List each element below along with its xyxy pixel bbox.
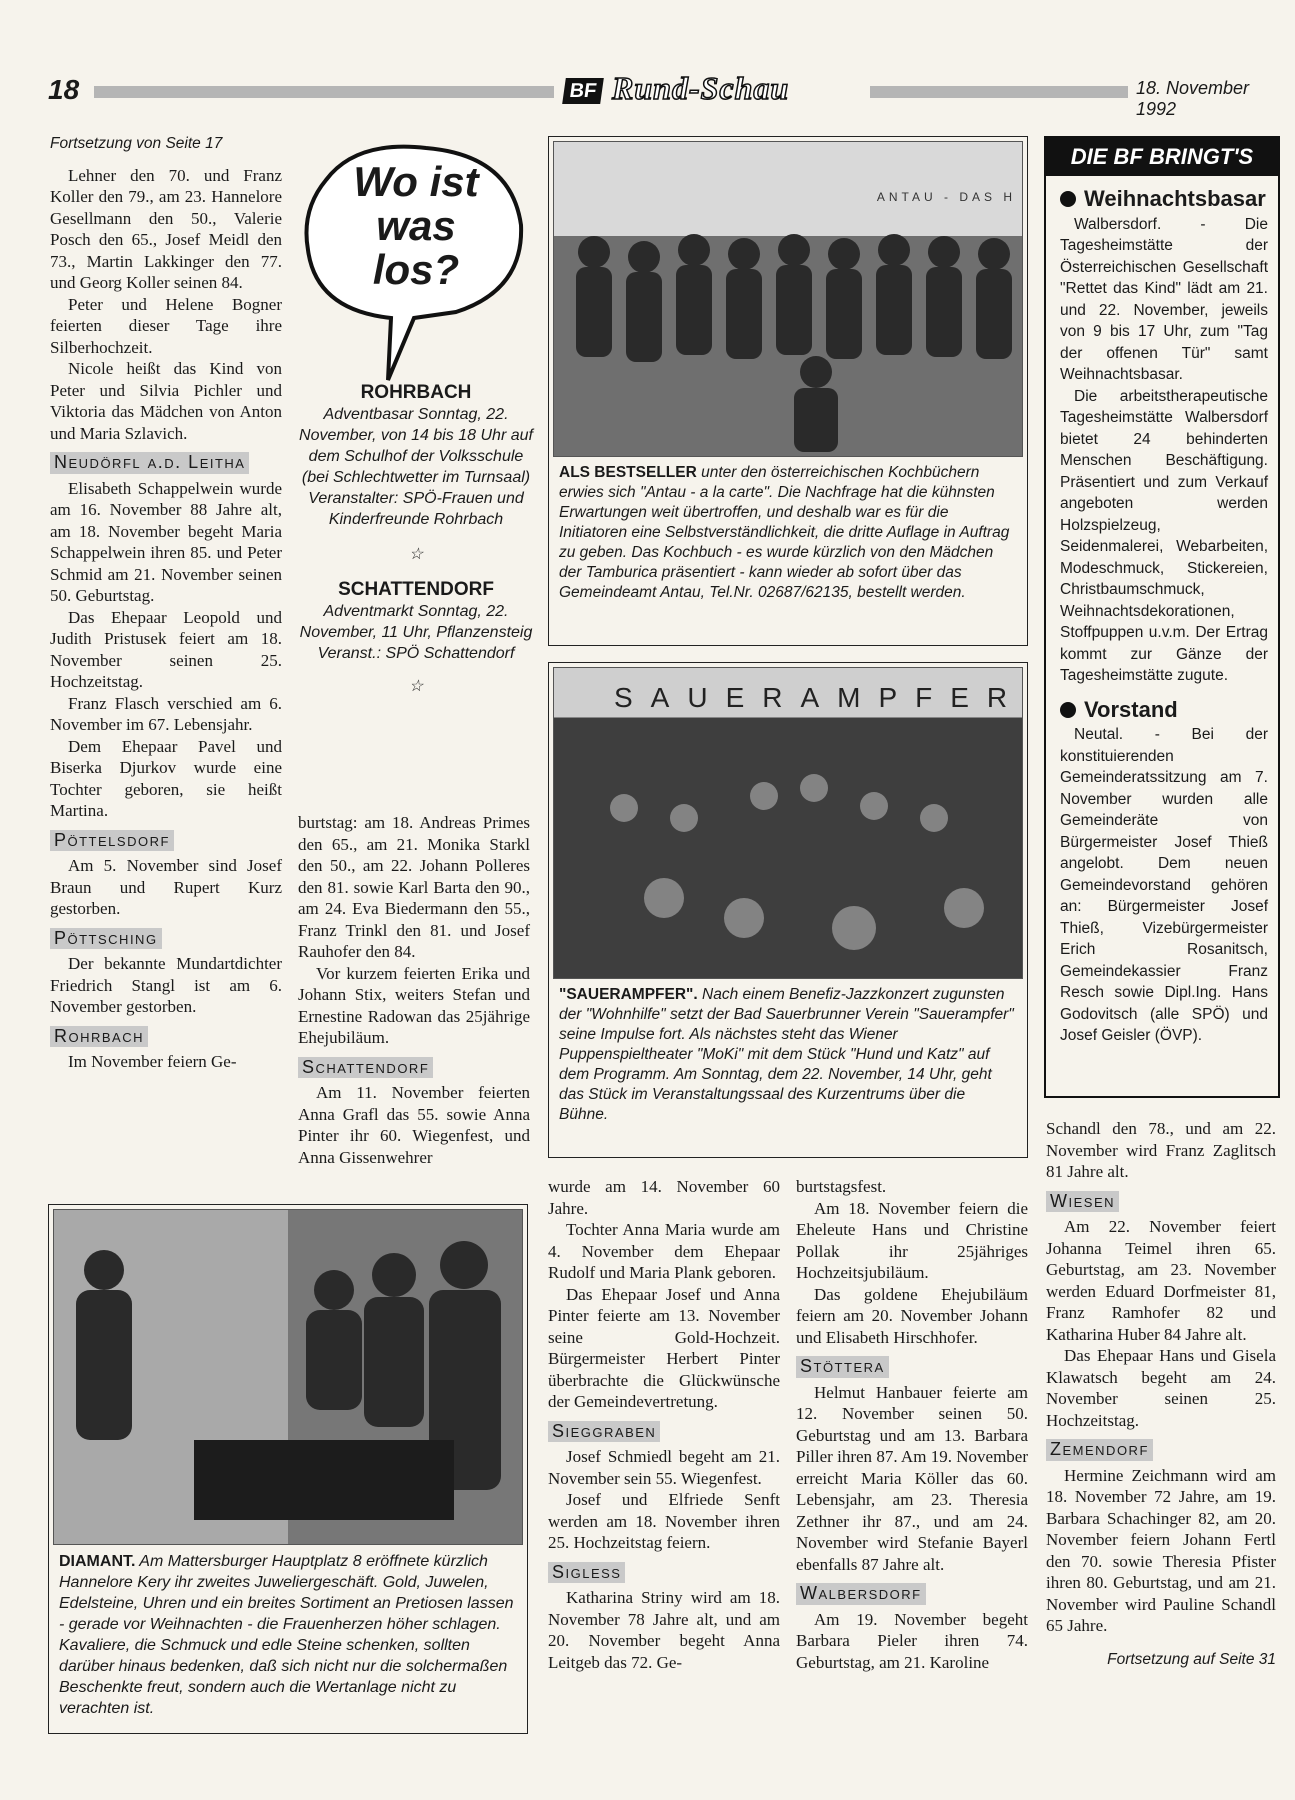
event-item — [296, 382, 536, 530]
caption-lead: DIAMANT. — [59, 1553, 136, 1570]
logo — [564, 70, 860, 106]
column-5 — [1046, 1118, 1276, 1670]
event-place: SCHATTENDORF — [338, 579, 494, 600]
paragraph: burtstagsfest. — [796, 1177, 887, 1196]
paragraph: Am 18. November feiern die Eheleute Hans und Christine Pollak ihr 25jähriges Hochzeitsjubiläum. — [796, 1198, 1028, 1282]
paragraph: Das Ehepaar Hans und Gisela Klawatsch begeht am 24. November seinen 25. Hochzeitstag. — [1046, 1346, 1276, 1430]
sidebar-content — [1046, 176, 1278, 1047]
event-place: ROHRBACH — [360, 382, 472, 403]
photo-caption — [59, 1551, 517, 1719]
logo-bf: BF — [562, 78, 604, 104]
bullet-icon — [1060, 191, 1076, 207]
paragraph: Vor kurzem feierten Erika und Johann Stix, weiters Stefan und Ernestine Radowan das 25jährige Ehejubiläum. — [298, 963, 530, 1047]
paragraph: burtstag: am 18. Andreas Primes den 65., am 21. Monika Starkl den 50., am 22. Johann Polleres den 81. sowie Karl Barta den 90., am 24. Eva Biedermann den 55., Franz Trinkl den 81. und Josef Rauhofer den 84. — [298, 813, 530, 961]
paragraph: Elisabeth Schappelwein wurde am 16. November 88 Jahre alt, am 18. November begeht Maria Schappelwein ihren 85. und Peter Schmid am 21. November seinen 50. Geburtstag. — [50, 478, 282, 605]
section-heading: Zemendorf — [1046, 1439, 1153, 1461]
event-item — [296, 579, 536, 664]
paragraph: Franz Flasch verschied am 6. November im 67. Lebensjahr. — [50, 693, 282, 734]
section-heading: Wiesen — [1046, 1191, 1119, 1213]
paragraph: Am 5. November sind Josef Braun und Rupert Kurz gestorben. — [50, 856, 282, 918]
events-box — [296, 140, 536, 709]
section-heading: Sigless — [548, 1562, 625, 1584]
sidebar-heading-text: Vorstand — [1084, 696, 1178, 722]
continued-from: Fortsetzung von Seite 17 — [50, 135, 223, 152]
paragraph: Das Ehepaar Leopold und Judith Pristusek feiert am 18. November seinen 25. Hochzeitstag. — [50, 607, 282, 691]
photo-caption — [559, 463, 1017, 603]
paragraph: Dem Ehepaar Pavel und Biserka Djurkov wurde eine Tochter geboren, sie heißt Martina. — [50, 736, 282, 820]
paragraph: Josef und Elfriede Senft werden am 18. November ihren 25. Hochzeitstag feiern. — [548, 1490, 780, 1552]
sidebar-heading — [1060, 188, 1268, 210]
caption-lead: ALS BESTSELLER — [559, 464, 697, 481]
paragraph: Am 11. November feierten Anna Grafl das 55. sowie Anna Pinter ihr 60. Wiegenfest, und Anna Gissenwehrer — [298, 1083, 530, 1167]
paragraph: Lehner den 70. und Franz Koller den 79., am 23. Hannelore Gesellmann den 50., Valerie Posch den 65., Josef Meidl den 73., Martin Lakkinger den 77. und Georg Koller seinen 84. — [50, 165, 282, 292]
paragraph: Das Ehepaar Josef und Anna Pinter feierte am 13. November seine Gold-Hochzeit. Bürgermeister Herbert Pinter überbrachte die Glückwünsche der Gemeindevertretung. — [548, 1284, 780, 1411]
section-heading: Rohrbach — [50, 1026, 148, 1048]
caption-text: Am Mattersburger Hauptplatz 8 eröffnete kürzlich Hannelore Kery ihr zweites Juweliergeschäft. Gold, Juwelen, Edelsteine, Uhren und ein breites Sortiment an Pretiosen lassen - gerade vor Weihnachten - die Frauenherzen höher schlagen. Kavaliere, die Schmuck und edle Steine schenken, sollten darüber hinaus bedenken, daß sich nicht nur die solchermaßen Beschenkte freut, sondern auch die Wertanlage nicht zu verachten ist. — [59, 1553, 514, 1717]
paragraph: Helmut Hanbauer feierte am 12. November seinen 50. Geburtstag und am 13. Barbara Piller ihren 87. Am 19. November erreicht Maria Köller das 60. Lebensjahr, am 23. Theresia Zethner ihr 87., und am 24. November wird Stefanie Bayerl ebenfalls 87 Jahre alt. — [796, 1382, 1028, 1574]
section-heading: Sieggraben — [548, 1421, 660, 1443]
paragraph: Neutal. - Bei der konstituierenden Gemeinderatssitzung am 7. November wurden alle Gemeinderäte von Bürgermeister Josef Thieß angelobt. Dem neuen Gemeindevorstand gehören an: Bürgermeister Josef Thieß, Vizebürgermeister Erich Rosanitsch, Gemeindekassier Franz Resch sowie Dipl.Ing. Hans Godovitsch (alle SPÖ) und Josef Geisler (ÖVP). — [1060, 726, 1268, 1044]
paragraph: Nicole heißt das Kind von Peter und Silvia Pichler und Viktoria das Mädchen von Anton und Maria Szlavich. — [50, 359, 282, 443]
photo-box-sauerampfer — [548, 662, 1028, 1158]
photo-box-diamant — [48, 1204, 528, 1734]
paragraph: Am 19. November begeht Barbara Pieler ihren 74. Geburtstag, am 21. Karoline — [796, 1609, 1028, 1672]
photo-antau — [553, 141, 1023, 457]
event-text: Adventbasar Sonntag, 22. November, von 14 bis 18 Uhr auf dem Schulhof der Volksschule (bei Schlechtwetter im Turnsaal) Veranstalter: SPÖ-Frauen und Kinderfreunde Rohrbach — [299, 406, 533, 528]
star-icon: ☆ — [408, 678, 424, 695]
paragraph: Das goldene Ehejubiläum feiern am 20. November Johann und Elisabeth Hirschhofer. — [796, 1284, 1028, 1347]
section-heading: Pöttsching — [50, 928, 162, 950]
paragraph: Der bekannte Mundartdichter Friedrich Stangl ist am 6. November gestorben. — [50, 954, 282, 1016]
group-silhouettes — [554, 142, 1024, 456]
caption-lead: "SAUERAMPFER". — [559, 986, 698, 1003]
people-silhouettes — [54, 1210, 524, 1544]
bullet-icon — [1060, 702, 1076, 718]
caption-text: unter den österreichischen Kochbüchern erwies sich "Antau - a la carte". Die Nachfrage hat die kühnsten Erwartungen weit übertroffen, und deshalb war es für die Initiatoren eine Selbstverständlichkeit, die dritte Auflage in Auftrag zu geben. Das Kochbuch - es wurde kürzlich von den Mädchen der Tamburica präsentiert - kann wieder ab sofort über das Gemeindeamt Antau, Tel.Nr. 02687/62135, bestellt werden. — [559, 464, 1010, 601]
continued-to: Fortsetzung auf Seite 31 — [1107, 1650, 1276, 1668]
crowd-silhouettes — [554, 668, 1024, 978]
paragraph: Josef Schmiedl begeht am 21. November sein 55. Wiegenfest. — [548, 1447, 780, 1488]
paragraph: Peter und Helene Bogner feierten dieser Tage ihre Silberhochzeit. — [50, 294, 282, 357]
paragraph: wurde am 14. November 60 Jahre. — [548, 1177, 780, 1218]
paragraph: Hermine Zeichmann wird am 18. November 72 Jahre, am 19. Barbara Schachinger 82, am 20. November feiern Johann Fertl den 70. sowie Theresia Pfister ihren 80. Geburtstag, und am 21. November wird Pauline Schandl 65 Jahre. — [1046, 1465, 1276, 1635]
banner-text: SAUERAMPFER — [614, 682, 1026, 713]
photo-sauerampfer — [553, 667, 1026, 979]
paragraph: Walbersdorf. - Die Tagesheimstätte der Österreichischen Gesellschaft "Rettet das Kind" lädt am 21. und 22. November, jeweils von 9 bis 17 Uhr, zum "Tag der offenen Tür" samt Weihnachtsbasar. — [1060, 215, 1268, 383]
paragraph: Die arbeitstherapeutische Tagesheimstätte Walbersdorf bietet 24 behinderten Menschen Beschäftigung. Präsentiert und zum Verkauf angeboten werden Holzspielzeug, Seidenmalerei, Webarbeiten, Modeschmuck, Stickereien, Christbaumschmuck, Weihnachtsdekorationen, Stoffpuppen u.v.m. Der Ertrag kommt zur Gänze der Tagesheimstätte zugute. — [1060, 387, 1268, 684]
page-header — [48, 70, 1278, 119]
page-number: 18 — [48, 74, 80, 105]
header-date: 18. November 1992 — [1136, 78, 1250, 119]
banner-sign: ANTAU - DAS H — [876, 190, 1016, 204]
sidebar-box — [1044, 136, 1280, 1098]
section-heading: Neudörfl a.d. Leitha — [50, 452, 249, 474]
photo-caption — [559, 985, 1017, 1125]
logo-title: Rund-Schau — [612, 70, 790, 106]
caption-text: Nach einem Benefiz-Jazzkonzert zugunsten der "Wohnhilfe" setzt der Bad Sauerbrunner Verein "Sauerampfer" seine Impulse fort. Als nächstes steht das Wiener Puppenspieltheater "MoKi" mit dem Stück "Hund und Katz" auf dem Programm. Am Sonntag, dem 22. November, 14 Uhr, geht das Stück im Veranstaltungssaal des Kurzentrums über die Bühne. — [559, 986, 1014, 1123]
event-text: Adventmarkt Sonntag, 22. November, 11 Uhr, Pflanzensteig Veranst.: SPÖ Schattendorf — [299, 603, 533, 662]
column-1 — [50, 133, 282, 1073]
sidebar-heading-text: Weihnachtsbasar — [1084, 186, 1266, 211]
paragraph: Katharina Striny wird am 18. November 78 Jahre alt, und am 20. November begeht Anna Leitgeb das 72. Ge- — [548, 1588, 780, 1672]
photo-box-antau — [548, 136, 1028, 646]
sidebar-title: DIE BF BRINGT'S — [1046, 138, 1278, 176]
sidebar-heading — [1060, 696, 1268, 722]
section-heading: Stöttera — [796, 1356, 889, 1378]
bubble-text: Wo ist was los? — [353, 158, 479, 293]
paragraph: Im November feiern Ge- — [68, 1052, 237, 1071]
paragraph: Am 22. November feiert Johanna Teimel ihren 65. Geburtstag, am 23. November werden Eduard Dorfmeister 81, Franz Ramhofer 82 und Katharina Huber 84 Jahre alt. — [1046, 1217, 1276, 1344]
column-3 — [548, 1176, 780, 1673]
photo-diamant — [53, 1209, 523, 1545]
header-rule-right — [870, 86, 1128, 98]
section-heading: Walbersdorf — [796, 1583, 926, 1605]
section-heading: Schattendorf — [298, 1057, 433, 1079]
column-4 — [796, 1176, 1028, 1673]
section-heading: Pöttelsdorf — [50, 830, 174, 852]
star-icon: ☆ — [408, 546, 424, 563]
column-2 — [298, 812, 530, 1168]
paragraph: Tochter Anna Maria wurde am 4. November dem Ehepaar Rudolf und Maria Plank geboren. — [548, 1220, 780, 1282]
header-rule-left — [94, 86, 554, 98]
paragraph: Schandl den 78., und am 22. November wird Franz Zaglitsch 81 Jahre alt. — [1046, 1119, 1276, 1181]
